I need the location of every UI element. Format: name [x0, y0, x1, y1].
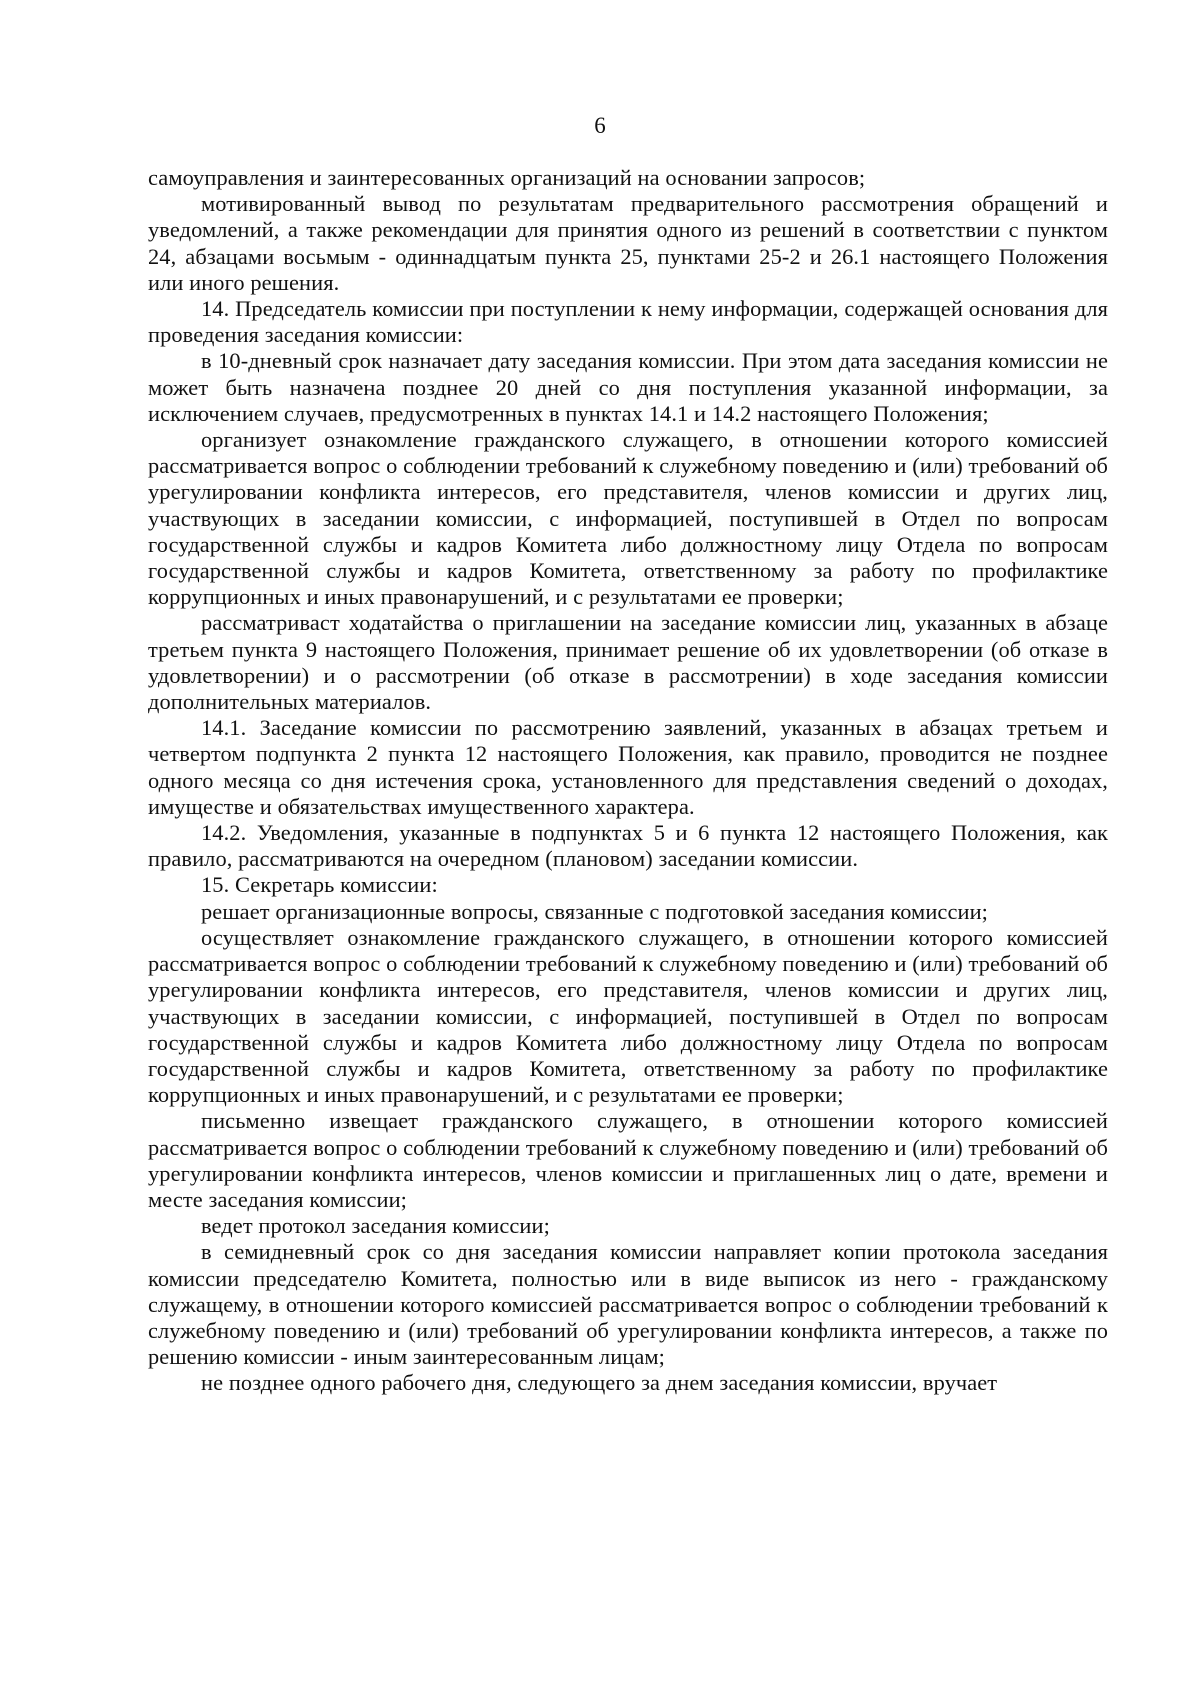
document-body: [148, 165, 1108, 1397]
paragraph-continuation: самоуправления и заинтересованных организаций на основании запросов;: [148, 165, 866, 190]
paragraph-motivated-conclusion: мотивированный вывод по результатам предварительного рассмотрения обращений и уведомлений, а также рекомендации для принятия одного из решений в соответствии с пунктом 24, абзацами восьмым - одиннадцатым пункта 25, пунктами 25-2 и 26.1 настоящего Положения или иного решения.: [148, 191, 1108, 295]
page-number: 6: [594, 113, 606, 138]
paragraph-clause-14-1: 14.1. Заседание комиссии по рассмотрению заявлений, указанных в абзацах третьем и четвертом подпункта 2 пункта 12 настоящего Положения, как правило, проводится не позднее одного месяца со дня истечения срока, установленного для представления сведений о доходах, имуществе и обязательствах имущественного характера.: [148, 715, 1108, 819]
paragraph-meeting-date: в 10-дневный срок назначает дату заседания комиссии. При этом дата заседания комиссии не может быть назначена позднее 20 дней со дня поступления указанной информации, за исключением случаев, предусмотренных в пунктах 14.1 и 14.2 настоящего Положения;: [148, 348, 1108, 426]
paragraph-protocol-copies: в семидневный срок со дня заседания комиссии направляет копии протокола заседания комиссии председателю Комитета, полностью или в виде выписок из него - гражданскому служащему, в отношении которого комиссией рассматривается вопрос о соблюдении требований к служебному поведению и (или) требований об урегулировании конфликта интересов, а также по решению комиссии - иным заинтересованным лицам;: [148, 1239, 1108, 1370]
paragraph-organizational-questions: решает организационные вопросы, связанные с подготовкой заседания комиссии;: [201, 898, 988, 924]
paragraph-petitions: рассматриваст ходатайства о приглашении на заседание комиссии лиц, указанных в абзаце третьем пункта 9 настоящего Положения, принимает решение об их удовлетворении (об отказе в удовлетворении) и о рассмотрении (об отказе в рассмотрении) в ходе заседания комиссии дополнительных материалов.: [148, 610, 1108, 715]
paragraph-keeps-protocol: ведет протокол заседания комиссии;: [201, 1213, 550, 1239]
paragraph-written-notice: письменно извещает гражданского служащего, в отношении которого комиссией рассматривается вопрос о соблюдении требований к служебному поведению и (или) требований об урегулировании конфликта интересов, членов комиссии и приглашенных лиц о дате, времени и месте заседания комиссии;: [148, 1108, 1108, 1212]
paragraph-next-working-day: не позднее одного рабочего дня, следующего за днем заседания комиссии, вручает: [201, 1370, 998, 1396]
paragraph-organizes-familiarization: организует ознакомление гражданского служащего, в отношении которого комиссией рассматривается вопрос о соблюдении требований к служебному поведению и (или) требований об урегулировании конфликта интересов, его представителя, членов комиссии и других лиц, участвующих в заседании комиссии, с информацией, поступившей в Отдел по вопросам государственной службы и кадров Комитета либо должностному лицу Отдела по вопросам государственной службы и кадров Комитета, ответственному за работу по профилактике коррупционных и иных правонарушений, и с результатами ее проверки;: [148, 427, 1108, 610]
paragraph-clause-15: 15. Секретарь комиссии:: [201, 872, 438, 898]
paragraph-clause-14: 14. Председатель комиссии при поступлении к нему информации, содержащей основания для проведения заседания комиссии:: [148, 296, 1108, 348]
paragraph-clause-14-2: 14.2. Уведомления, указанные в подпунктах 5 и 6 пункта 12 настоящего Положения, как правило, рассматриваются на очередном (плановом) заседании комиссии.: [148, 820, 1108, 872]
paragraph-secretary-familiarization: осуществляет ознакомление гражданского служащего, в отношении которого комиссией рассматривается вопрос о соблюдении требований к служебному поведению и (или) требований об урегулировании конфликта интересов, его представителя, членов комиссии и других лиц, участвующих в заседании комиссии, с информацией, поступившей в Отдел по вопросам государственной службы и кадров Комитета либо должностному лицу Отдела по вопросам государственной службы и кадров Комитета, ответственному за работу по профилактике коррупционных и иных правонарушений, и с результатами ее проверки;: [148, 924, 1108, 1108]
